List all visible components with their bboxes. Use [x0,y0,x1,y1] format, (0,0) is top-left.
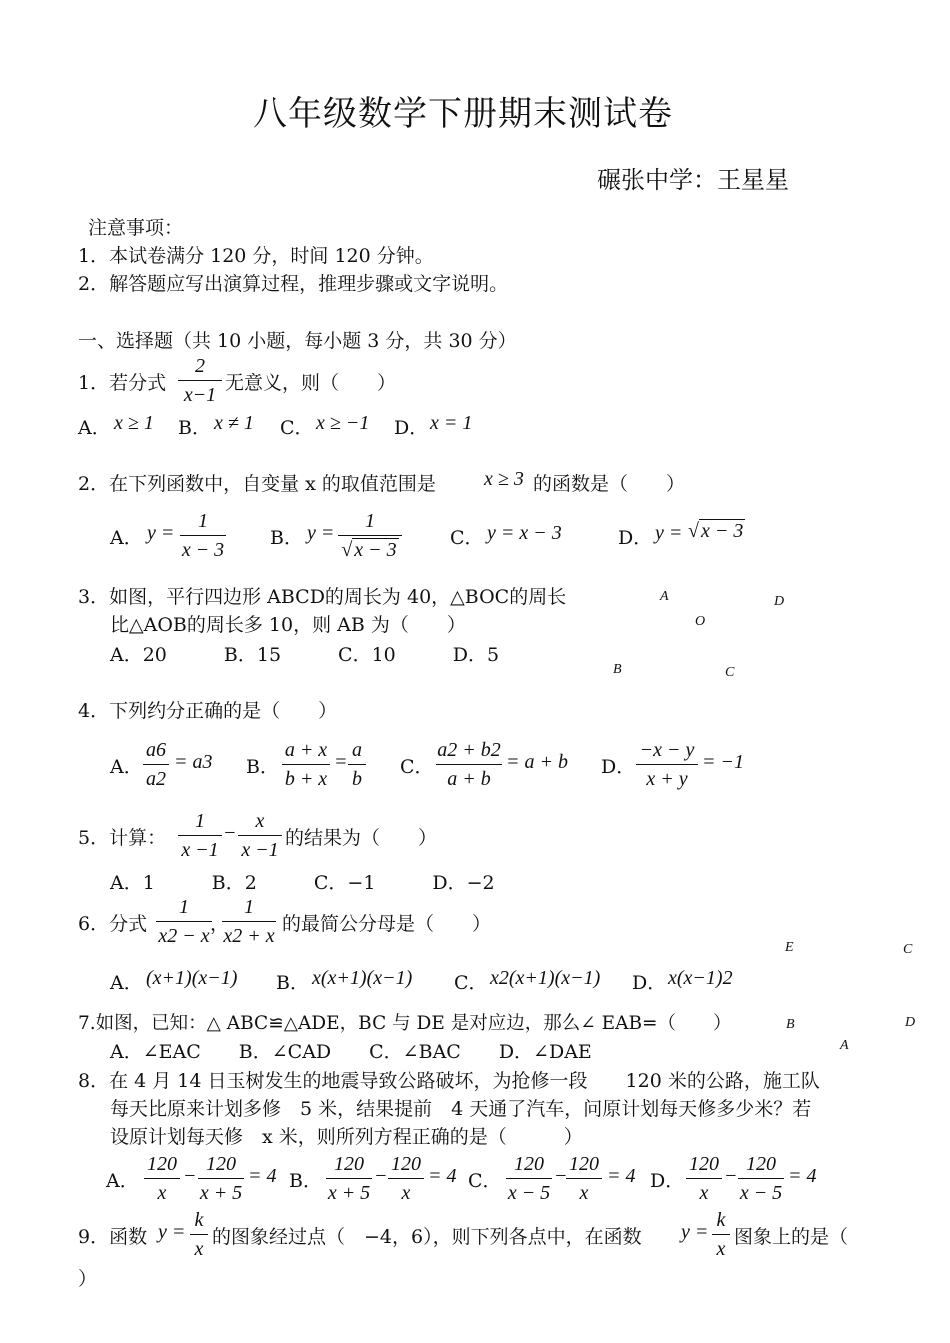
q8-b-frac2 [388,1150,424,1207]
q8-c-n2: 120 [569,1153,599,1175]
q1-frac-den: x−1 [183,384,217,406]
q8-c-rhs: = 4 [607,1165,636,1187]
q6-opt-a: (x+1)(x−1) [146,967,238,989]
q2-a-lhs: y = [147,522,175,544]
q9-num: k [194,1209,204,1231]
q7-label-c: C [903,942,913,957]
q2-a-label: A． [110,527,143,549]
q1-opt-d: x = 1 [430,412,473,434]
section-heading: 一、选择题（共 10 小题，每小题 3 分，共 30 分） [78,330,517,352]
q8-b-n2: 120 [391,1153,421,1175]
q8-d-d2: x − 5 [739,1182,783,1204]
q8-c-n1: 120 [514,1153,544,1175]
q5-f2-num: x [255,810,265,832]
q1-opt-c: x ≥ −1 [316,412,370,434]
q1-prefix: 1．若分式 [78,372,167,394]
page-title: 八年级数学下册期末测试卷 [253,94,673,134]
q1-opt-a-label: A． [78,417,111,439]
q2-d-label: D． [618,527,653,549]
q4-b-label: B． [246,756,279,778]
q8-a-rhs: = 4 [248,1165,277,1187]
q1-opt-b: x ≠ 1 [214,412,254,434]
q2-b-label: B． [270,527,303,549]
q9-line2: ） [78,1268,98,1290]
q8-b-n1: 120 [334,1153,364,1175]
q4-d-num: −x − y [639,739,695,761]
q6-opt-d: x(x−1)2 [668,967,733,989]
q2-c-label: C． [450,527,484,549]
q4-b-den2: b [352,768,362,790]
q2-b-lhs: y = [307,522,335,544]
q4-b-num2: a [352,739,362,761]
q6-opt-c: x2(x+1)(x−1) [490,967,601,989]
q8-a-label: A． [106,1170,139,1192]
q4-a-den: a2 [146,768,166,790]
q4-d-fraction [636,736,698,793]
q9-lhs: y = [158,1221,186,1243]
q9-mid: 的图象经过点（ −4，6），则下列各点中，在函数 [212,1226,642,1248]
q6-f1-den: x2 − x [158,925,210,947]
q3-line1: 3．如图，平行四边形 ABCD的周长为 40，△BOC的周长 [78,586,567,608]
q4-b-num: a + x [284,739,328,761]
q8-b-minus: − [374,1165,388,1187]
q8-b-d2: x [401,1182,411,1204]
q4-c-den: a + b [447,768,491,790]
q2-stem-math: x ≥ 3 [484,468,524,490]
q8-d-d1: x [699,1182,709,1204]
q2-stem-a: 2．在下列函数中，自变量 x 的取值范围是 [78,473,436,495]
q2-b-fraction [338,507,402,564]
q8-d-n2: 120 [746,1153,776,1175]
q3-label-a: A [660,589,669,604]
q4-a-fraction [143,736,169,793]
q8-a-d1: x [157,1182,167,1204]
q3-label-d: D [774,594,785,609]
q8-a-frac2 [198,1150,244,1207]
q4-c-num: a2 + b2 [437,739,501,761]
q4-d-rhs: = −1 [702,751,744,773]
q5-prefix: 5．计算： [78,827,167,849]
q8-a-frac1 [144,1150,180,1207]
q7-options: A．∠EAC B．∠CAD C．∠BAC D．∠DAE [110,1041,592,1063]
q6-prefix: 6．分式 [78,913,148,935]
q6-d-label: D． [632,972,667,994]
q9-prefix: 9．函数 [78,1226,148,1248]
q8-d-n1: 120 [689,1153,719,1175]
q6-f2-den: x2 + x [223,925,275,947]
q1-frac-num: 2 [195,355,205,377]
q2-d-lhs: y = [655,522,683,544]
q4-d-den: x + y [646,768,688,790]
q6-comma: ， [210,913,230,935]
q6-fraction-2 [222,893,276,950]
q9-fraction-2 [712,1206,730,1263]
q2-b-num: 1 [365,510,375,532]
q5-fraction-1 [178,807,222,864]
q8-a-minus: − [183,1165,197,1187]
q1-fraction [178,352,222,409]
q5-options: A．1 B．2 C．−1 D．−2 [110,872,495,894]
q8-d-frac1 [686,1150,722,1207]
q1-opt-b-label: B． [178,417,211,439]
q3-label-o: O [695,614,706,629]
q8-c-d1: x − 5 [507,1182,551,1204]
q4-a-num: a6 [146,739,166,761]
q7-label-b: B [786,1017,795,1032]
notice-item-2: 2．解答题应写出演算过程，推理步骤或文字说明。 [78,273,509,295]
q5-suffix: 的结果为（ ） [285,827,438,849]
q2-a-den: x − 3 [181,539,225,561]
q2-d-rad: x − 3 [700,520,744,542]
q6-fraction-1 [156,893,212,950]
q6-f2-num: 1 [244,896,254,918]
q2-stem-b: 的函数是（ ） [533,473,686,495]
q6-f1-num: 1 [179,896,189,918]
q6-a-label: A． [110,972,143,994]
q4-d-label: D． [601,756,636,778]
q7-stem: 7.如图，已知：△ ABC≌△ADE，BC 与 DE 是对应边，那么∠ EAB=（ ） [78,1013,732,1034]
q1-opt-d-label: D． [394,417,429,439]
q8-c-label: C． [468,1170,502,1192]
q3-line2: 比△AOB的周长多 10，则 AB 为（ ） [110,614,466,636]
q3-label-c: C [725,665,735,680]
q8-c-d2: x [579,1182,589,1204]
q9-den2: x [716,1238,726,1260]
q5-f1-num: 1 [195,810,205,832]
q8-c-minus: − [554,1165,568,1187]
q3-label-b: B [613,662,622,677]
q7-label-d: D [905,1015,916,1030]
q4-c-rhs: = a + b [506,751,568,773]
q5-minus: − [223,822,237,844]
q4-c-label: C． [400,756,434,778]
q9-fraction [190,1206,208,1263]
q8-c-frac2 [566,1150,602,1207]
q4-c-fraction [436,736,502,793]
q8-a-d2: x + 5 [199,1182,243,1204]
q8-d-label: D． [650,1170,685,1192]
q4-b-fraction [282,736,330,793]
q4-a-rhs: = a3 [174,751,213,773]
q8-d-frac2 [738,1150,784,1207]
q4-a-label: A． [110,756,143,778]
q2-c-expr: y = x − 3 [487,522,562,544]
q4-b-den: b + x [284,768,328,790]
q6-c-label: C． [454,972,488,994]
q2-b-den-wrap: √ x − 3 [341,539,397,561]
q2-a-num: 1 [198,510,208,532]
q8-a-n1: 120 [147,1153,177,1175]
q8-b-label: B． [289,1170,322,1192]
q8-d-rhs: = 4 [788,1165,817,1187]
author-line: 碾张中学：王星星 [597,166,789,194]
q8-line1: 8．在 4 月 14 日玉树发生的地震导致公路破坏，为抢修一段 120 米的公路，施工队 [78,1070,820,1092]
q2-b-den: x − 3 [354,539,397,561]
q8-c-frac1 [506,1150,552,1207]
notice-item-1: 1．本试卷满分 120 分，时间 120 分钟。 [78,245,434,267]
q8-a-n2: 120 [206,1153,236,1175]
q1-opt-c-label: C． [280,417,314,439]
q4-b-fraction2 [348,736,366,793]
q6-b-label: B． [276,972,309,994]
q1-opt-a: x ≥ 1 [114,412,154,434]
q6-suffix: 的最简公分母是（ ） [282,913,492,935]
q8-b-frac1 [326,1150,372,1207]
q1-suffix: 无意义，则（ ） [225,372,397,394]
q7-label-e: E [785,940,794,955]
q9-suffix: 图象上的是（ [734,1226,849,1248]
q8-b-d1: x + 5 [327,1182,371,1204]
q4-stem: 4．下列约分正确的是（ ） [78,700,338,722]
q9-lhs2: y = [681,1221,709,1243]
q4-b-eq: = [334,751,348,773]
q2-a-fraction [180,507,226,564]
q5-f2-den: x −1 [241,839,279,861]
q5-fraction-2 [238,807,282,864]
q3-options: A．20 B．15 C．10 D．5 [110,644,500,666]
notice-heading: 注意事项： [88,217,184,239]
q6-opt-b: x(x+1)(x−1) [312,967,413,989]
q8-b-rhs: = 4 [428,1165,457,1187]
q8-d-minus: − [724,1165,738,1187]
q9-num2: k [716,1209,726,1231]
q2-d-radical: √ x − 3 [688,520,744,542]
q5-f1-den: x −1 [181,839,219,861]
q7-label-a: A [840,1038,849,1053]
q9-den: x [194,1238,204,1260]
q8-line3: 设原计划每天修 x 米，则所列方程正确的是（ ） [110,1126,583,1148]
q8-line2: 每天比原来计划多修 5 米，结果提前 4 天通了汽车，问原计划每天修多少米？若 [110,1098,812,1120]
